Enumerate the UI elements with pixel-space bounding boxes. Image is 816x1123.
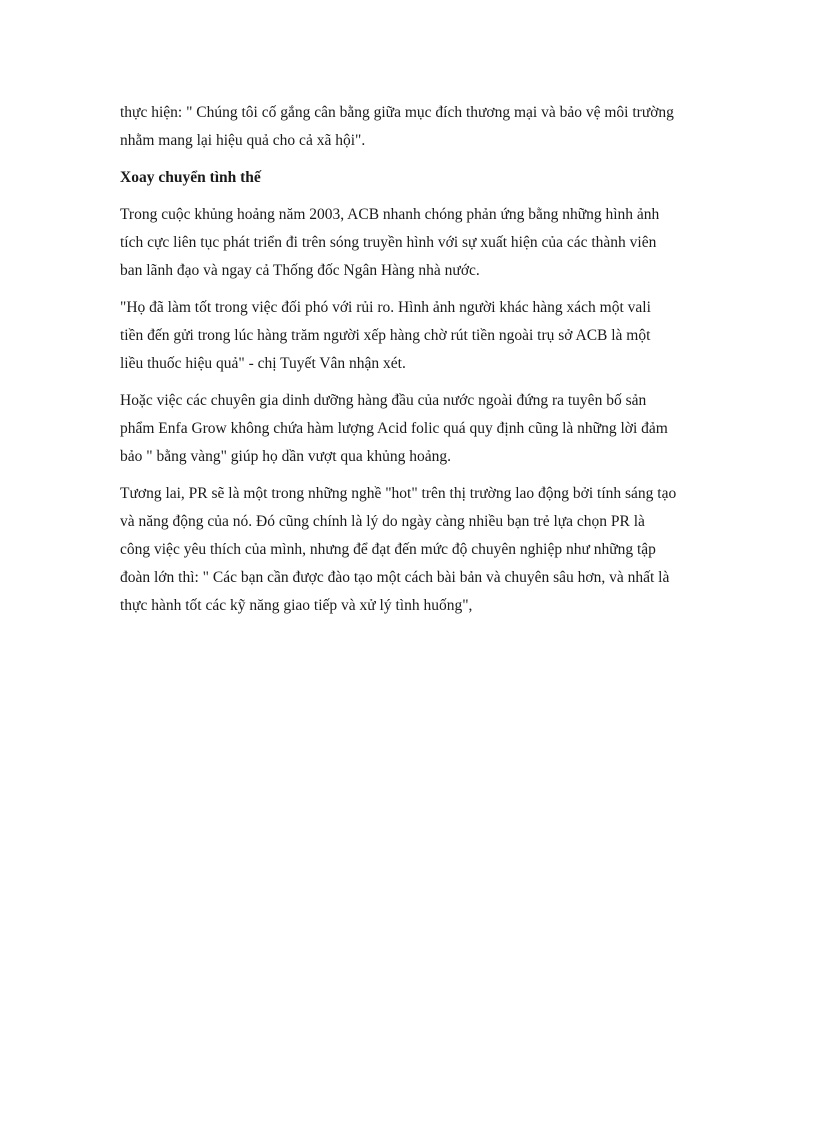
text-line: phẩm Enfa Grow không chứa hàm lượng Acid folic quá quy định cũng là những lời đảm xyxy=(120,420,668,437)
heading-text: Xoay chuyển tình thế xyxy=(120,169,261,186)
text-line: Tương lai, PR sẽ là một trong những nghề "hot" trên thị trường lao động bởi tính sáng tạo xyxy=(120,485,677,502)
text-line: đoàn lớn thì: " Các bạn cần được đào tạo một cách bài bản và chuyên sâu hơn, và nhất là xyxy=(120,569,670,586)
text-line: và năng động của nó. Đó cũng chính là lý do ngày càng nhiều bạn trẻ lựa chọn PR là xyxy=(120,513,645,530)
text-line: thực hiện: " Chúng tôi cố gắng cân bằng giữa mục đích thương mại và bảo vệ môi trường xyxy=(120,104,674,121)
paragraph-acb-crisis xyxy=(120,201,700,285)
text-line: "Họ đã làm tốt trong việc đối phó với rủi ro. Hình ảnh người khác hàng xách một vali xyxy=(120,299,651,316)
text-line: ban lãnh đạo và ngay cả Thống đốc Ngân Hàng nhà nước. xyxy=(120,262,480,279)
document-body xyxy=(120,99,700,629)
paragraph-intro-quote xyxy=(120,99,700,155)
paragraph-pr-future xyxy=(120,480,700,620)
text-line: Hoặc việc các chuyên gia dinh dưỡng hàng đầu của nước ngoài đứng ra tuyên bố sản xyxy=(120,392,647,409)
text-line: tiền đến gửi trong lúc hàng trăm người xếp hàng chờ rút tiền ngoài trụ sở ACB là một xyxy=(120,327,651,344)
text-line: thực hành tốt các kỹ năng giao tiếp và xử lý tình huống", xyxy=(120,597,473,614)
paragraph-enfa-grow xyxy=(120,387,700,471)
text-line: Trong cuộc khủng hoảng năm 2003, ACB nhanh chóng phản ứng bằng những hình ảnh xyxy=(120,206,660,223)
text-line: tích cực liên tục phát triển đi trên sóng truyền hình với sự xuất hiện của các thành viên xyxy=(120,234,657,251)
paragraph-risk-quote xyxy=(120,294,700,378)
section-heading xyxy=(120,164,700,192)
text-line: nhằm mang lại hiệu quả cho cả xã hội". xyxy=(120,132,366,149)
text-line: bảo " bằng vàng" giúp họ dần vượt qua khủng hoảng. xyxy=(120,448,452,465)
text-line: công việc yêu thích của mình, nhưng để đạt đến mức độ chuyên nghiệp như những tập xyxy=(120,541,656,558)
text-line: liều thuốc hiệu quả" - chị Tuyết Vân nhận xét. xyxy=(120,355,406,372)
